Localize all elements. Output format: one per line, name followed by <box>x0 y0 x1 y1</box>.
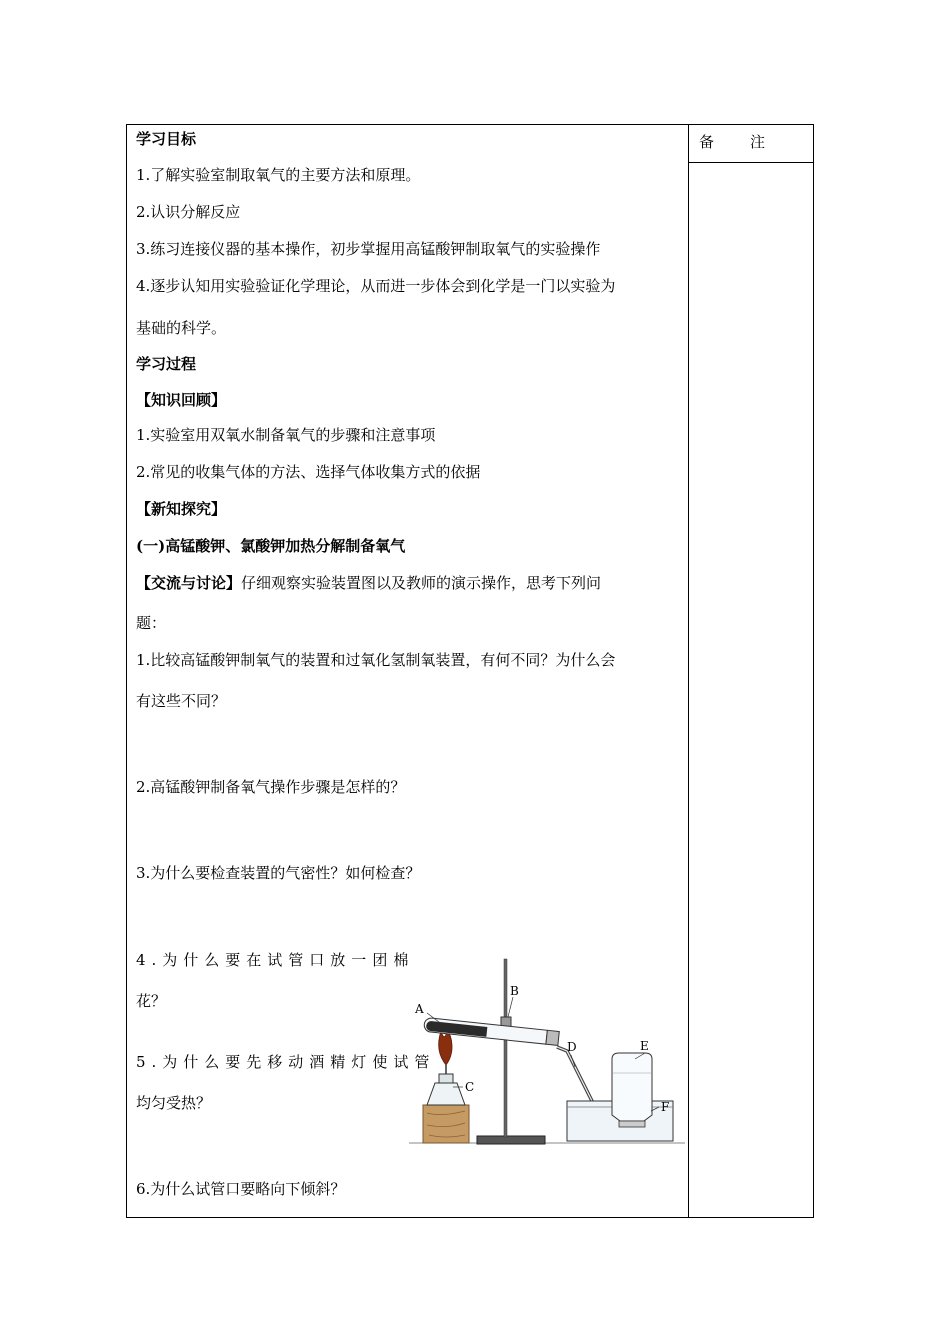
question-6: 6.为什么试管口要略向下倾斜？ <box>136 1180 346 1198</box>
heading-review: 【知识回顾】 <box>136 391 227 409</box>
gas-collecting-bottle <box>612 1053 652 1121</box>
section-title-process: 学习过程 <box>136 355 197 373</box>
notes-column <box>689 125 813 1217</box>
main-content-column <box>127 125 689 1217</box>
discussion-text-cont: 题： <box>136 614 167 632</box>
question-5-cont: 均匀受热？ <box>136 1094 212 1112</box>
notes-header-left: 备 <box>699 133 715 151</box>
notes-header <box>689 125 813 163</box>
objective-2: 2.认识分解反应 <box>136 203 241 221</box>
question-1-cont: 有这些不同？ <box>136 692 227 710</box>
label-c: C <box>465 1080 475 1094</box>
question-2: 2.高锰酸钾制备氧气操作步骤是怎样的？ <box>136 778 406 796</box>
label-f: F <box>661 1100 670 1114</box>
question-3: 3.为什么要检查装置的气密性？如何检查？ <box>136 864 421 882</box>
heading-discussion: 【交流与讨论】 <box>136 574 242 592</box>
notes-header-right: 注 <box>750 133 766 151</box>
objective-1: 1.了解实验室制取氧气的主要方法和原理。 <box>136 166 421 184</box>
alcohol-lamp <box>427 1083 465 1105</box>
objective-3: 3.练习连接仪器的基本操作，初步掌握用高锰酸钾制取氧气的实验操作 <box>136 240 601 258</box>
section-title-objectives: 学习目标 <box>136 130 197 148</box>
label-b: B <box>510 984 519 998</box>
discussion-text: 仔细观察实验装置图以及教师的演示操作，思考下列问 <box>241 574 602 592</box>
review-2: 2.常见的收集气体的方法、选择气体收集方式的依据 <box>136 463 481 481</box>
worksheet-table <box>126 124 814 1218</box>
question-5: 5.为什么要先移动酒精灯使试管 <box>136 1053 436 1071</box>
question-4: 4.为什么要在试管口放一团棉 <box>136 951 415 969</box>
label-d: D <box>567 1040 577 1054</box>
objective-4-cont: 基础的科学。 <box>136 319 227 337</box>
oxygen-apparatus-diagram <box>407 955 687 1150</box>
review-1: 1.实验室用双氧水制备氧气的步骤和注意事项 <box>136 426 436 444</box>
discussion-intro <box>136 573 601 593</box>
objective-4: 4.逐步认知用实验验证化学理论，从而进一步体会到化学是一门以实验为 <box>136 277 616 295</box>
question-1: 1.比较高锰酸钾制氧气的装置和过氧化氢制氧装置，有何不同？为什么会 <box>136 651 616 669</box>
iron-stand-rod <box>504 959 507 1137</box>
subheading-method-1: (一)高锰酸钾、氯酸钾加热分解制备氧气 <box>136 537 406 555</box>
question-4-cont: 花？ <box>136 992 167 1010</box>
iron-stand-base <box>477 1136 545 1144</box>
label-e: E <box>640 1039 649 1053</box>
heading-explore: 【新知探究】 <box>136 500 227 518</box>
label-a: A <box>415 1002 424 1016</box>
